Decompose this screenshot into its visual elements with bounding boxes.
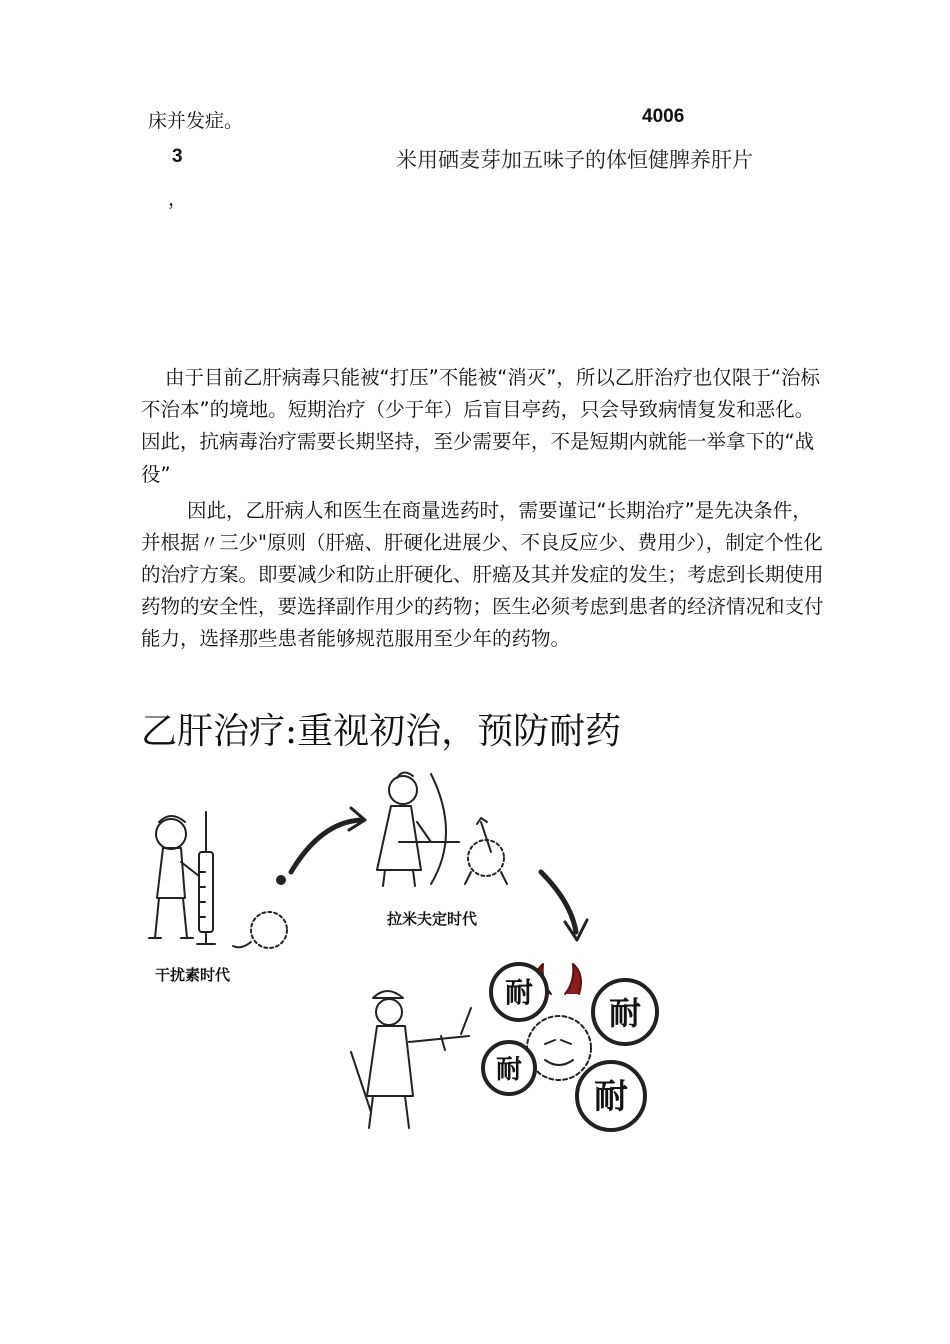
virus-2 — [465, 818, 507, 884]
label-lamivudine-era: 拉米夫定时代 — [387, 910, 478, 928]
paragraph-2: 因此，乙肝病人和医生在商量选药时，需要谨记“长期治疗”是先决条件，并根据〃三少"原则（肝癌、肝硬化进展少、不良反应少、费用少），制定个性化的治疗方案。即要减少和防止肝硬化、肝癌及其并发症的发生；考虑到长期使用药物的安全性，要选择副作用少的药物；医生必须考虑到患者的经济情况和支付能力，选择那些患者能够规范服用至少年的药物。 — [141, 498, 824, 651]
shield-char-3: 耐 — [495, 1055, 523, 1085]
virus-1 — [233, 876, 287, 948]
body-text — [141, 362, 831, 656]
arrow-up-right — [291, 808, 365, 872]
paragraph-1: 由于目前乙肝病毒只能被“打压”不能被“消灭”，所以乙肝治疗也仅限于“治标不治本”的境地。短期治疗（少于年）后盲目亭药，只会导致病情复发和恶化。因此，抗病毒治疗需要长期坚持，至少需要年，不是短期内就能一举拿下的“战役” — [141, 366, 821, 486]
syringe-figure — [197, 812, 215, 944]
soldier-figure — [351, 991, 471, 1128]
line1-left-text: 床并发症。 — [148, 110, 244, 132]
label-interferon-era: 干扰素时代 — [155, 966, 231, 984]
line1-right-number: 4006 — [642, 106, 685, 127]
line2-text: 米用硒麦芽加五味子的体恒健脾养肝片 — [396, 148, 753, 172]
old-man-figure — [149, 816, 199, 938]
heading-part-1: 乙肝治疗 — [141, 711, 286, 752]
section-heading — [141, 703, 621, 754]
arrow-down-right — [541, 872, 587, 940]
shield-char-2: 耐 — [608, 994, 642, 1032]
heading-part-2: :重视初治，预防耐药 — [285, 711, 622, 752]
shield-char-1: 耐 — [504, 976, 534, 1009]
shield-char-4: 耐 — [594, 1077, 628, 1117]
line3-mark: ， — [168, 188, 188, 210]
treatment-illustration — [141, 762, 661, 1142]
archer-figure — [377, 772, 459, 886]
line2-number: 3 — [172, 146, 183, 167]
